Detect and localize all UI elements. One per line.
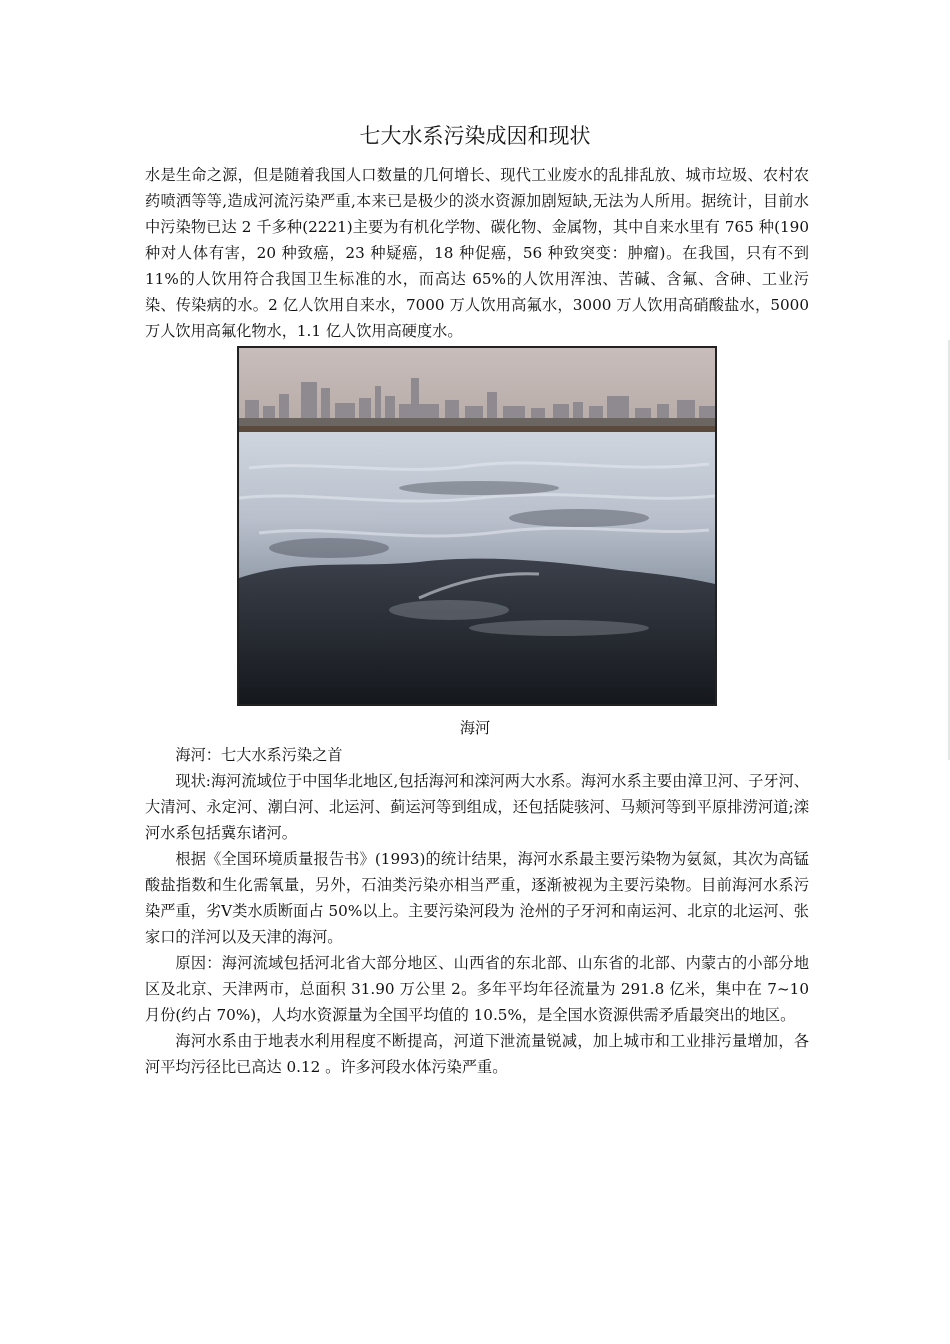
river-photo [237,346,717,706]
section-heading: 海河：七大水系污染之首 [175,746,343,764]
river-photo-illustration [239,348,715,704]
intro-section [145,162,809,344]
paragraph-status: 现状:海河流域位于中国华北地区,包括海河和滦河两大水系。海河水系主要由漳卫河、子牙河、大清河、永定河、潮白河、北运河、蓟运河等到组成，还包括陡骇河、马颊河等到平原排涝河道;滦河水系包括冀东诸河。 [145,772,809,842]
paragraph-conclusion: 海河水系由于地表水利用程度不断提高，河道下泄流量锐减，加上城市和工业排污量增加，各河平均污径比已高达 0.12 。许多河段水体污染严重。 [145,1032,809,1076]
paragraph-report: 根据《全国环境质量报告书》(1993)的统计结果，海河水系最主要污染物为氨氮，其次为高锰酸盐指数和生化需氧量，另外，石油类污染亦相当严重，逐渐被视为主要污染物。目前海河水系污染严重，劣Ⅴ类水质断面占 50%以上。主要污染河段为 沧州的子牙河和南运河、北京的北运河、张家口的洋河以及天津的海河。 [145,850,809,946]
intro-paragraph: 水是生命之源，但是随着我国人口数量的几何增长、现代工业废水的乱排乱放、城市垃圾、农村农药喷洒等等,造成河流污染严重,本来已是极少的淡水资源加剧短缺,无法为人所用。据统计，目前水中污染物已达 2 千多种(2221)主要为有机化学物、碳化物、金属物，其中自来水里有 765 种(190 种对人体有害，20 种致癌，23 种疑癌，18 种促癌，56 种致突变：肿瘤)。在我国，只有不到 11%的人饮用符合我国卫生标准的水，而高达 65%的人饮用浑浊、苦碱、含氟、含砷、工业污染、传染病的水。2 亿人饮用自来水，7000 万人饮用高氟水，3000 万人饮用高硝酸盐水，5000 万人饮用高氟化物水，1.1 亿人饮用高硬度水。 [145,166,809,340]
figure-caption: 海河 [459,719,491,737]
body-section [145,742,809,1080]
page-title: 七大水系污染成因和现状 [359,124,591,148]
paragraph-cause: 原因：海河流域包括河北省大部分地区、山西省的东北部、山东省的北部、内蒙古的小部分地区及北京、天津两市，总面积 31.90 万公里 2。多年平均年径流量为 291.8 亿米，集中在 7~10 月份(约占 70%)，人均水资源量为全国平均值的 10.5%，是全国水资源供需矛盾最突出的地区。 [145,954,809,1024]
